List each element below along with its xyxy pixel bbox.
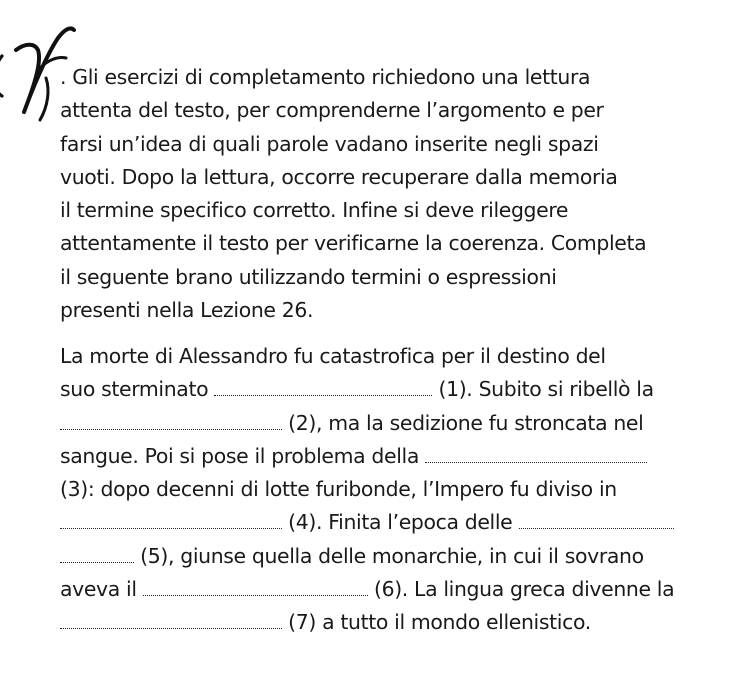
instructions-line: il termine specifico corretto. Infine si deve rileggere [60, 198, 569, 223]
exercise-line [60, 340, 674, 373]
exercise-line [60, 407, 674, 440]
exercise-text: (7) a tutto il mondo ellenistico. [282, 610, 591, 635]
blank-4[interactable] [60, 514, 282, 529]
instructions-line: vuoti. Dopo la lettura, occorre recuperare dalla memoria [60, 164, 618, 189]
instructions-paragraph [60, 61, 646, 327]
exercise-text: suo sterminato [60, 377, 215, 402]
exercise-text: (5), giunse quella delle monarchie, in cui il sovrano [134, 543, 644, 568]
exercise-line [60, 573, 674, 606]
exercise-line [60, 440, 674, 473]
exercise-text: (6). La lingua greca divenne la [367, 577, 675, 602]
exercise-line [60, 506, 674, 539]
exercise-line [60, 373, 674, 406]
instructions-line: farsi un’idea di quali parole vadano inserite negli spazi [60, 131, 599, 156]
exercise-text: (1). Subito si ribellò la [432, 377, 654, 402]
exercise-text: (4). Finita l’epoca delle [282, 510, 519, 535]
blank-5-start[interactable] [519, 514, 674, 529]
instructions-line: . Gli esercizi di completamento richiedono una lettura [60, 65, 591, 89]
exercise-line [60, 540, 674, 573]
exercise-text: La morte di Alessandro fu catastrofica per il destino del [60, 344, 606, 368]
blank-1[interactable] [214, 381, 432, 396]
blank-6[interactable] [143, 581, 368, 596]
exercise-line [60, 473, 674, 506]
blank-2[interactable] [60, 415, 282, 430]
cloze-exercise-paragraph [60, 340, 674, 640]
exercise-text: (3): dopo decenni di lotte furibonde, l’Impero fu diviso in [60, 477, 617, 502]
instructions-line: presenti nella Lezione 26. [60, 298, 314, 323]
blank-7[interactable] [60, 614, 282, 629]
instructions-line: il seguente brano utilizzando termini o espressioni [60, 264, 557, 289]
blank-5-end[interactable] [60, 548, 134, 563]
exercise-text: aveva il [60, 577, 143, 602]
exercise-line [60, 606, 674, 639]
exercise-text: (2), ma la sedizione fu stroncata nel [282, 410, 644, 435]
exercise-text: sangue. Poi si pose il problema della [60, 443, 426, 468]
instructions-line: attentamente il testo per verificarne la coerenza. Completa [60, 231, 647, 256]
blank-3[interactable] [425, 448, 647, 463]
instructions-line: attenta del testo, per comprenderne l’argomento e per [60, 98, 604, 123]
